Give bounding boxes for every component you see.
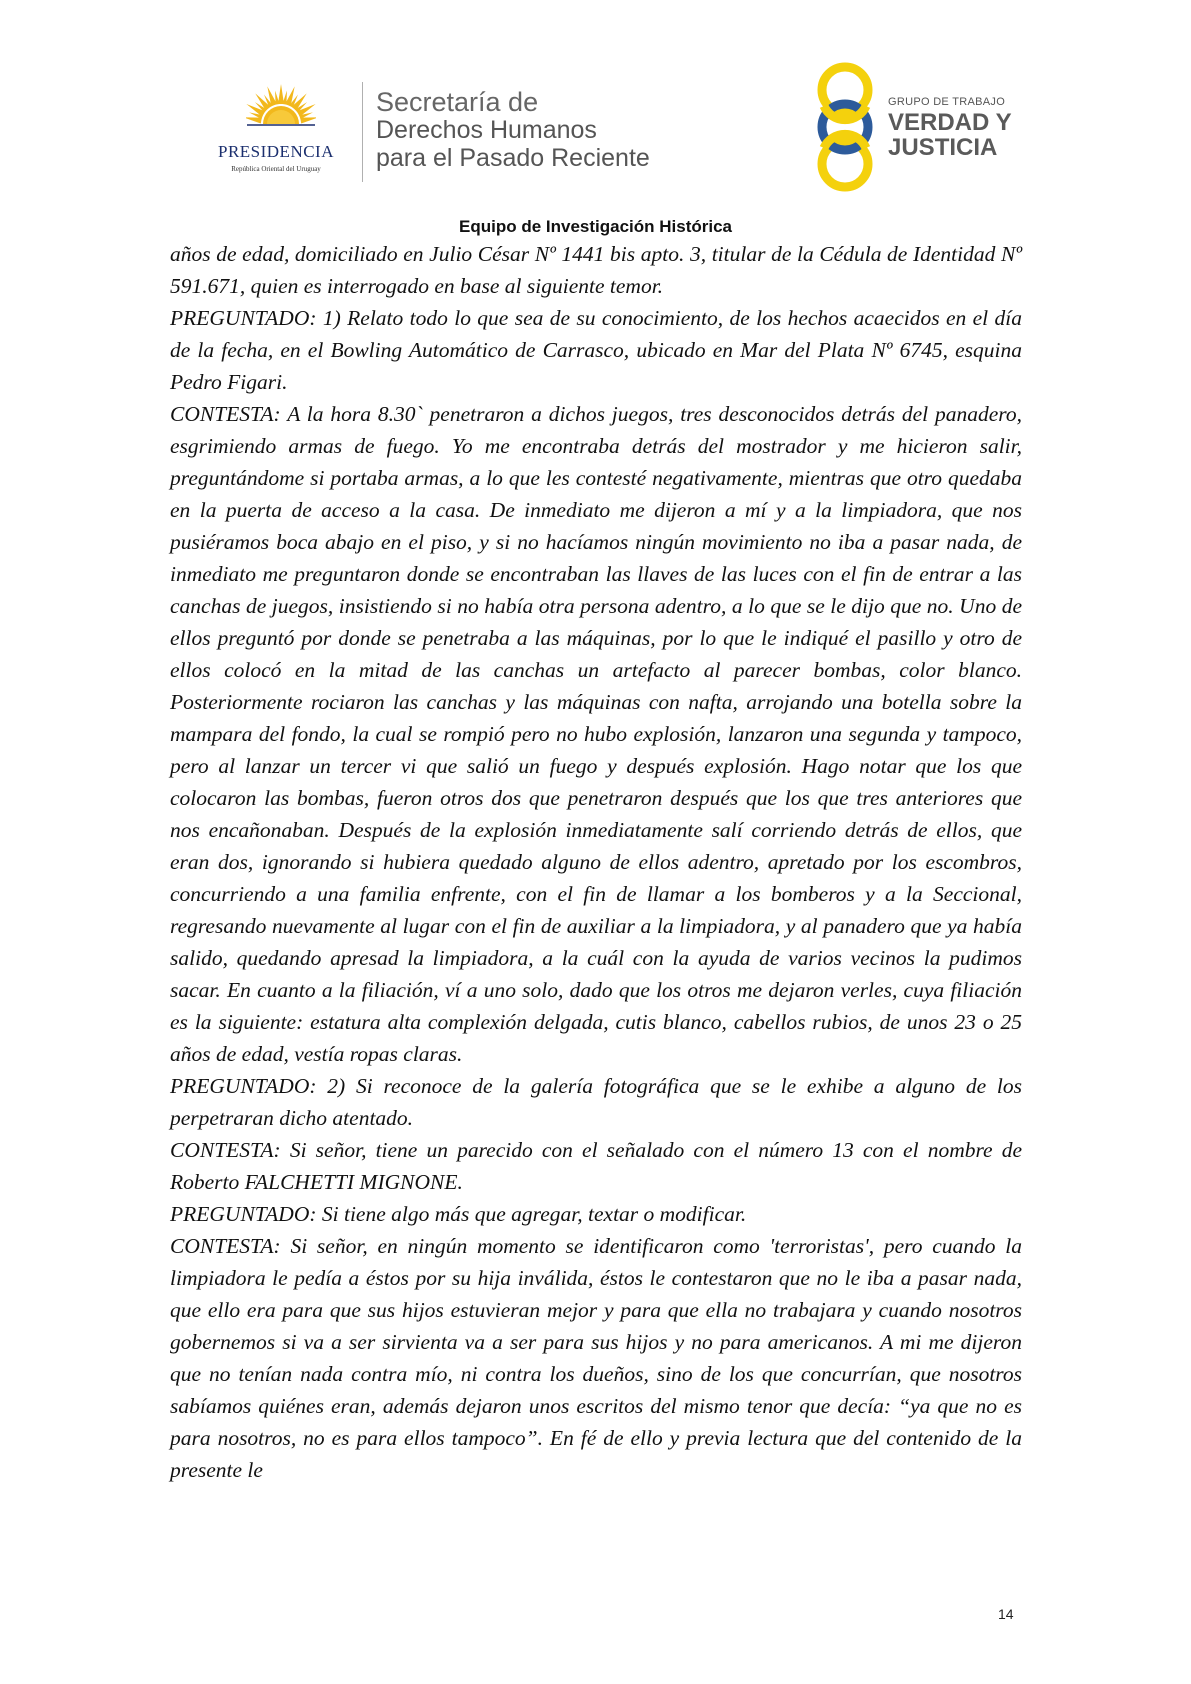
presidencia-name: PRESIDENCIA — [217, 142, 334, 161]
paragraph: PREGUNTADO: 2) Si reconoce de la galería fotográfica que se le exhibe a alguno de los perpetraran dicho atentado. — [170, 1074, 1022, 1130]
presidencia-subtitle: República Oriental del Uruguay — [231, 165, 321, 173]
paragraph: años de edad, domiciliado en Julio César Nº 1441 bis apto. 3, titular de la Cédula de Identidad Nº 591.671, quien es interrogado en base al siguiente temor. — [170, 242, 1022, 298]
header-divider — [362, 82, 363, 182]
verdad-justicia-logo — [810, 62, 1030, 192]
team-title: Equipo de Investigación Histórica — [459, 217, 732, 236]
paragraph: PREGUNTADO: Si tiene algo más que agregar, textar o modificar. — [170, 1202, 747, 1226]
page-number: 14 — [998, 1606, 1014, 1622]
gtvj-line1: GRUPO DE TRABAJO — [888, 96, 1006, 108]
paragraph: CONTESTA: Si señor, en ningún momento se identificaron como 'terroristas', pero cuando la limpiadora le pedía a éstos por su hija inválida, éstos le contestaron que no le iba a pasar nada, que ello era para que sus hijos estuvieran mejor y para que ella no trabajara y cuando nosotros gobernemos si va a ser sirvienta va a ser para sus hijos y no para americanos. A mi me dijeron que no tenían nada contra mío, ni contra los dueños, sino de los que concurrían, que nosotros sabíamos quiénes eran, además dejaron unos escritos del mismo tenor que decía: “ya que no es para nosotros, no es para ellos tampoco”. En fé de ello y previa lectura que del contenido de la presente le — [170, 1234, 1022, 1482]
paragraph: PREGUNTADO: 1) Relato todo lo que sea de su conocimiento, de los hechos acaecidos en el día de la fecha, en el Bowling Automático de Carrasco, ubicado en Mar del Plata Nº 6745, esquina Pedro Figari. — [170, 306, 1022, 394]
interlocking-rings-icon — [810, 62, 880, 192]
secretaria-line3: para el Pasado Reciente — [376, 144, 650, 172]
paragraph: CONTESTA: Si señor, tiene un parecido con el señalado con el número 13 con el nombre de Roberto FALCHETTI MIGNONE. — [170, 1138, 1022, 1194]
secretaria-logo-text — [376, 88, 650, 172]
presidencia-logo — [196, 80, 356, 190]
document-body — [170, 238, 1022, 1486]
sun-icon — [246, 80, 316, 150]
gtvj-line3: JUSTICIA — [888, 134, 998, 161]
gtvj-title — [888, 110, 1012, 160]
gtvj-line2: VERDAD Y — [888, 109, 1012, 136]
page-header — [0, 0, 1191, 215]
secretaria-line1: Secretaría de — [376, 87, 539, 117]
paragraph: CONTESTA: A la hora 8.30` penetraron a dichos juegos, tres desconocidos detrás del panadero, esgrimiendo armas de fuego. Yo me encontraba detrás del mostrador y me hicieron salir, preguntándome si portaba armas, a lo que les contesté negativamente, mientras que otro quedaba en la puerta de acceso a la casa. De inmediato me dijeron a mí y a la limpiadora, que nos pusiéramos boca abajo en el piso, y si no hacíamos ningún movimiento no iba a pasar nada, de inmediato me preguntaron donde se encontraban las llaves de las luces con el fin de entrar a las canchas de juegos, insistiendo si no había otra persona adentro, a lo que se le dijo que no. Uno de ellos preguntó por donde se penetraba a las máquinas, por lo que le indiqué el pasillo y otro de ellos colocó en la mitad de las canchas un artefacto al parecer bombas, color blanco. Posteriormente rociaron las canchas y las máquinas con nafta, arrojando una botella sobre la mampara del fondo, la cual se rompió pero no hubo explosión, lanzaron una segunda y tampoco, pero al lanzar un tercer vi que salió un fuego y después explosión. Hago notar que los que colocaron las bombas, fueron otros dos que penetraron después que los que tres anteriores que nos encañonaban. Después de la explosión inmediatamente salí corriendo detrás de ellos, que eran dos, ignorando si hubiera quedado alguno de ellos adentro, apretado por los escombros, concurriendo a una familia enfrente, con el fin de llamar a los bomberos y a la Seccional, regresando nuevamente al lugar con el fin de auxiliar a la limpiadora, y al panadero que ya había salido, quedando apresad la limpiadora, a la cuál con la ayuda de varios vecinos la pudimos sacar. En cuanto a la filiación, ví a uno solo, dado que los otros me dejaron verles, cuya filiación es la siguiente: estatura alta complexión delgada, cutis blanco, cabellos rubios, de unos 23 o 25 años de edad, vestía ropas claras. — [170, 402, 1022, 1066]
secretaria-line2: Derechos Humanos — [376, 116, 597, 144]
